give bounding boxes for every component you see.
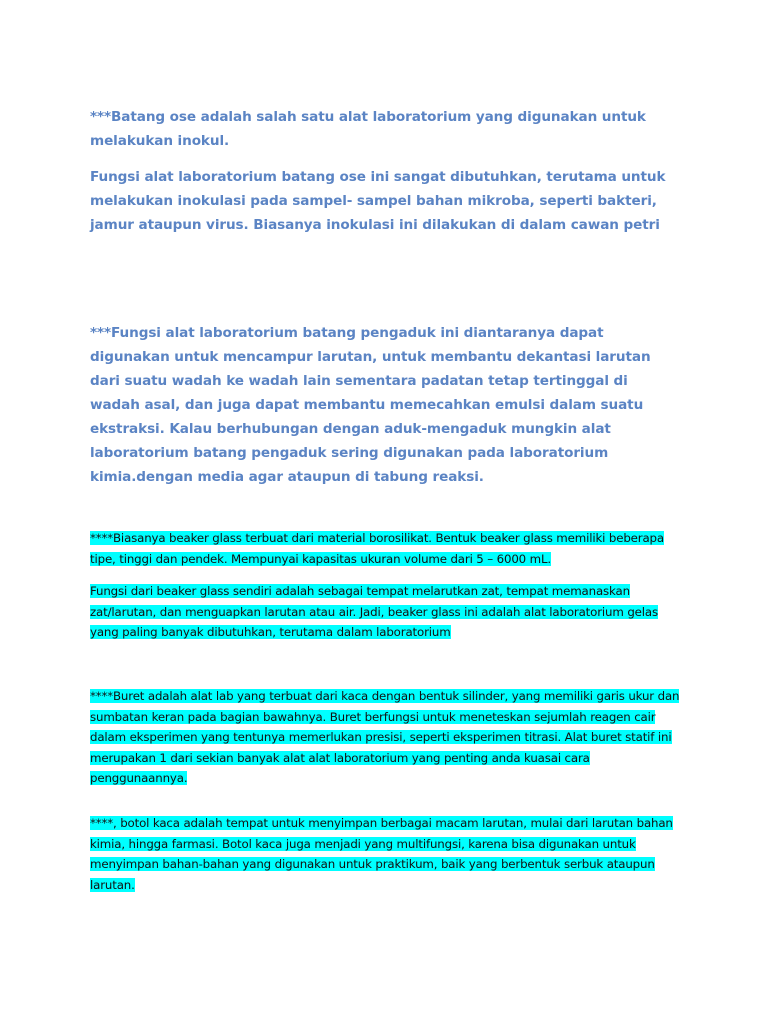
- paragraph-beaker-glass-function: [90, 581, 690, 643]
- paragraph-batang-pengaduk: ***Fungsi alat laboratorium batang pengaduk ini diantaranya dapat digunakan untuk mencampur larutan, untuk membantu dekantasi larutan dari suatu wadah ke wadah lain sementara padatan tetap tertinggal di wadah asal, dan juga dapat membantu memecahkan emulsi dalam suatu ekstraksi. Kalau berhubungan dengan aduk-mengaduk mungkin alat laboratorium batang pengaduk sering digunakan pada laboratorium kimia.dengan media agar ataupun di tabung reaksi.: [90, 325, 651, 485]
- paragraph-buret: [90, 686, 690, 789]
- highlighted-text: ****, botol kaca adalah tempat untuk menyimpan berbagai macam larutan, mulai dari larutan bahan kimia, hingga farmasi. Botol kaca juga menjadi yang multifungsi, karena bisa digunakan untuk menyimpan bahan-bahan yang digunakan untuk praktikum, baik yang berbentuk serbuk ataupun larutan.: [90, 816, 673, 892]
- paragraph-batang-ose-function: Fungsi alat laboratorium batang ose ini sangat dibutuhkan, terutama untuk melakukan inokulasi pada sampel- sampel bahan mikroba, seperti bakteri, jamur ataupun virus. Biasanya inokulasi ini dilakukan di dalam cawan petri: [90, 169, 666, 233]
- highlighted-text: ****Biasanya beaker glass terbuat dari material borosilikat. Bentuk beaker glass memiliki beberapa tipe, tinggi dan pendek. Mempunyai kapasitas ukuran volume dari 5 – 6000 mL.: [90, 531, 664, 566]
- paragraph-botol-kaca: [90, 813, 690, 895]
- paragraph-beaker-glass-material: [90, 528, 690, 569]
- highlighted-text: Fungsi dari beaker glass sendiri adalah sebagai tempat melarutkan zat, tempat memanaskan zat/larutan, dan menguapkan larutan atau air. Jadi, beaker glass ini adalah alat laboratorium gelas yang paling banyak dibutuhkan, terutama dalam laboratorium: [90, 584, 658, 639]
- highlighted-text: ****Buret adalah alat lab yang terbuat dari kaca dengan bentuk silinder, yang memiliki garis ukur dan sumbatan keran pada bagian bawahnya. Buret berfungsi untuk meneteskan sejumlah reagen cair dalam eksperimen yang tentunya memerlukan presisi, seperti eksperimen titrasi. Alat buret statif ini merupakan 1 dari sekian banyak alat alat laboratorium yang penting anda kuasai cara penggunaannya.: [90, 689, 680, 785]
- paragraph-batang-ose-intro: ***Batang ose adalah salah satu alat laboratorium yang digunakan untuk melakukan inokul.: [90, 109, 646, 149]
